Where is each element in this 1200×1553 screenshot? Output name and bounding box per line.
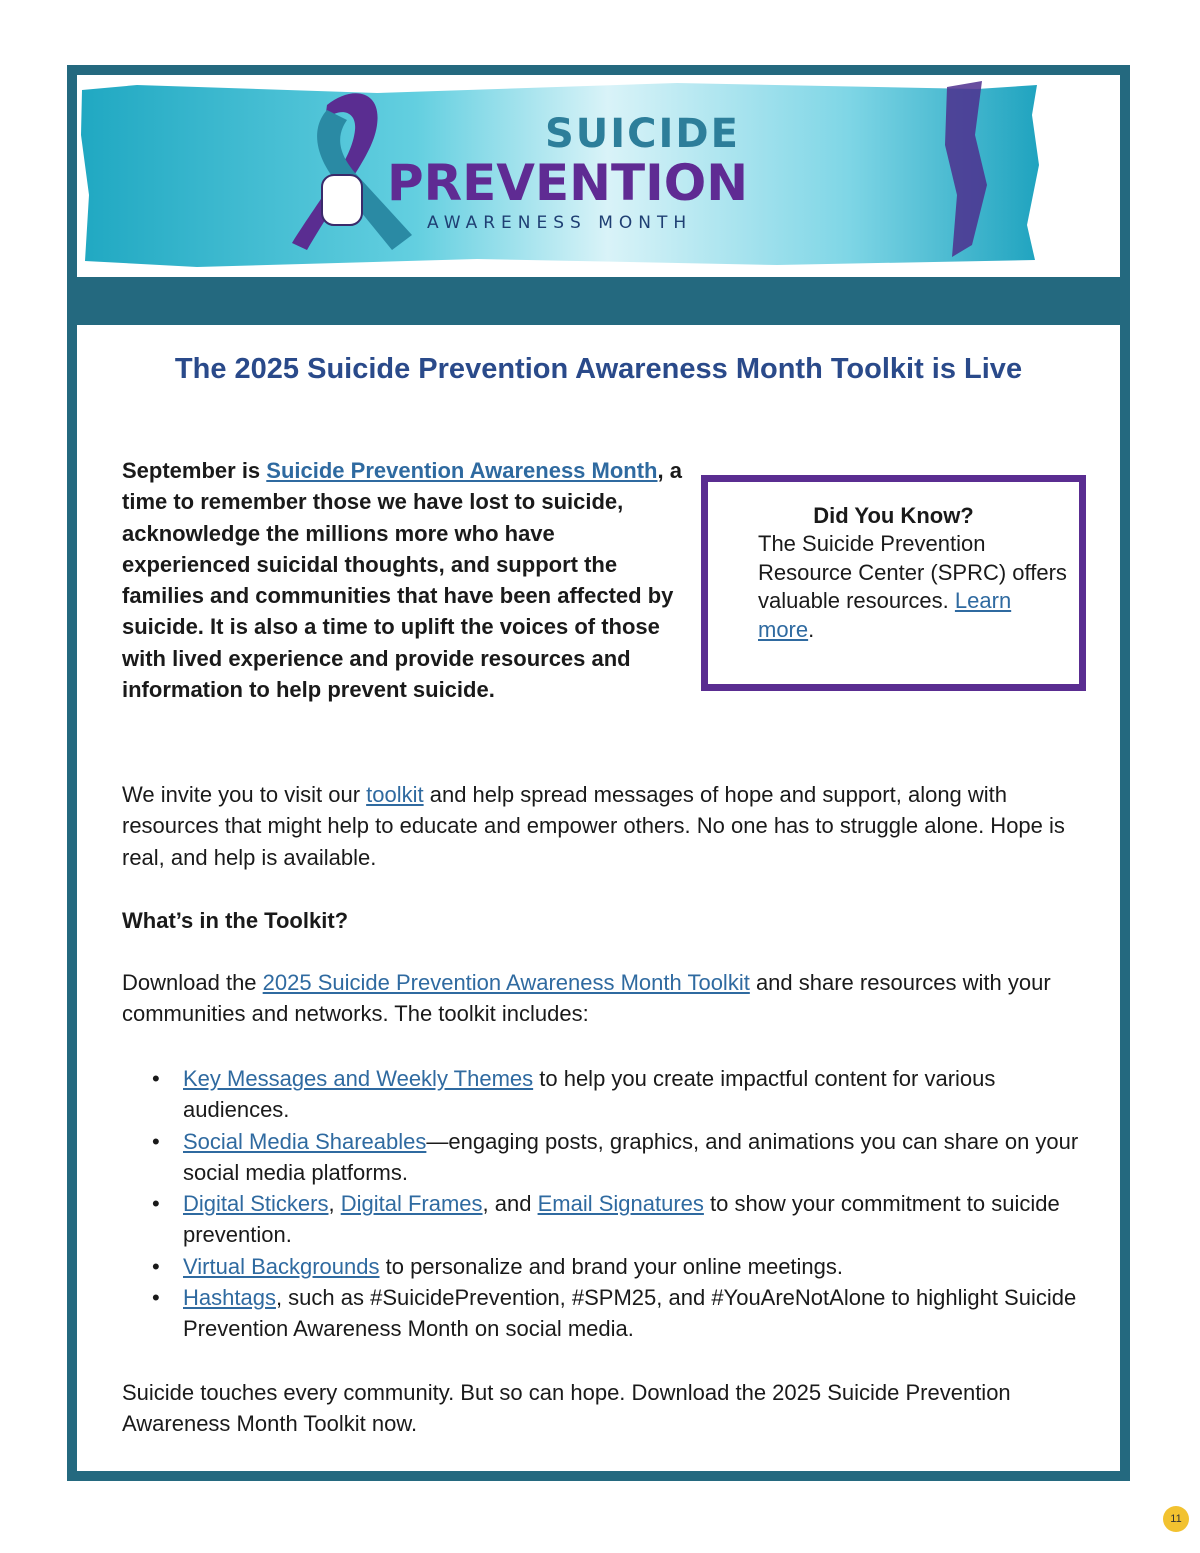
social-media-shareables-link[interactable]: Social Media Shareables (183, 1128, 427, 1154)
email-signatures-link[interactable]: Email Signatures (537, 1191, 704, 1217)
toolkit-download-link[interactable]: 2025 Suicide Prevention Awareness Month Toolkit (262, 970, 750, 995)
closing-paragraph: Suicide touches every community. But so can hope. Download the 2025 Suicide Prevention Awareness Month Toolkit now. (122, 1380, 1011, 1437)
list-item-text: —engaging posts, graphics, and animations you can share on your social media platforms. (183, 1128, 1079, 1185)
newsletter-frame (67, 65, 1130, 1481)
section-heading: What’s in the Toolkit? (122, 908, 349, 933)
banner-line-prevention: PREVENTION (387, 154, 749, 212)
invite-rest: and help spread messages of hope and support, along with resources that might help to educate and empower others. No one has to struggle alone. Hope is real, and help is available. (122, 782, 1065, 870)
header-band (77, 277, 1120, 325)
banner-line-suicide: SUICIDE (545, 111, 740, 157)
list-item (122, 1063, 1097, 1126)
download-paragraph (122, 967, 1097, 1030)
bullet-glyph: • (152, 1191, 160, 1217)
download-rest: and share resources with your communities and networks. The toolkit includes: (122, 970, 1051, 1027)
spam-link[interactable]: Suicide Prevention Awareness Month (266, 458, 658, 483)
list-item-text: to help you create impactful content for various audiences. (183, 1066, 996, 1123)
key-messages-link[interactable]: Key Messages and Weekly Themes (183, 1066, 534, 1091)
page-title: The 2025 Suicide Prevention Awareness Month Toolkit is Live (174, 353, 1023, 385)
download-prefix: Download the (122, 970, 263, 995)
invite-paragraph (122, 779, 1097, 873)
toolkit-contents-list (122, 1063, 1097, 1345)
did-you-know-body (708, 530, 1079, 644)
list-item (122, 1126, 1097, 1189)
list-item (122, 1188, 1097, 1251)
banner-line-awareness-month: AWARENESS MONTH (427, 213, 693, 233)
bullet-glyph: • (152, 1285, 160, 1311)
list-item-text: , such as #SuicidePrevention, #SPM25, and #YouAreNotAlone to highlight Suicide Prevention Awareness Month on social media. (183, 1285, 1077, 1342)
intro-prefix: September is (122, 458, 267, 483)
did-you-know-suffix: . (808, 616, 815, 642)
did-you-know-text: The Suicide Prevention Resource Center (SPRC) offers valuable resources. (758, 531, 1067, 613)
did-you-know-title: Did You Know? (813, 503, 974, 528)
hashtags-link[interactable]: Hashtags (183, 1285, 276, 1311)
list-item-separator: , (328, 1191, 341, 1217)
virtual-backgrounds-link[interactable]: Virtual Backgrounds (183, 1253, 380, 1279)
intro-paragraph (122, 455, 682, 705)
invite-prefix: We invite you to visit our (122, 782, 367, 807)
list-item-text: to show your commitment to suicide prevention. (183, 1191, 1060, 1248)
list-item (122, 1282, 1097, 1345)
banner (77, 75, 1120, 277)
toolkit-link[interactable]: toolkit (366, 782, 424, 807)
list-item (122, 1251, 1097, 1282)
page-number-badge: 11 (1163, 1506, 1189, 1532)
digital-frames-link[interactable]: Digital Frames (340, 1191, 483, 1217)
did-you-know-box (701, 475, 1086, 691)
banner-graphic (77, 75, 1120, 277)
bullet-glyph: • (152, 1128, 160, 1154)
bullet-glyph: • (152, 1253, 160, 1279)
bullet-glyph: • (152, 1066, 160, 1091)
learn-more-link[interactable]: Learn more (758, 588, 1012, 642)
digital-stickers-link[interactable]: Digital Stickers (183, 1191, 329, 1217)
list-item-separator: , and (482, 1191, 538, 1217)
list-item-text: to personalize and brand your online meetings. (379, 1253, 844, 1279)
intro-rest: , a time to remember those we have lost to suicide, acknowledge the millions more who have experienced suicidal thoughts, and support the families and communities that have been affected by suicide. It is also a time to uplift the voices of those with lived experience and provide resources and information to help prevent suicide. (122, 458, 682, 703)
